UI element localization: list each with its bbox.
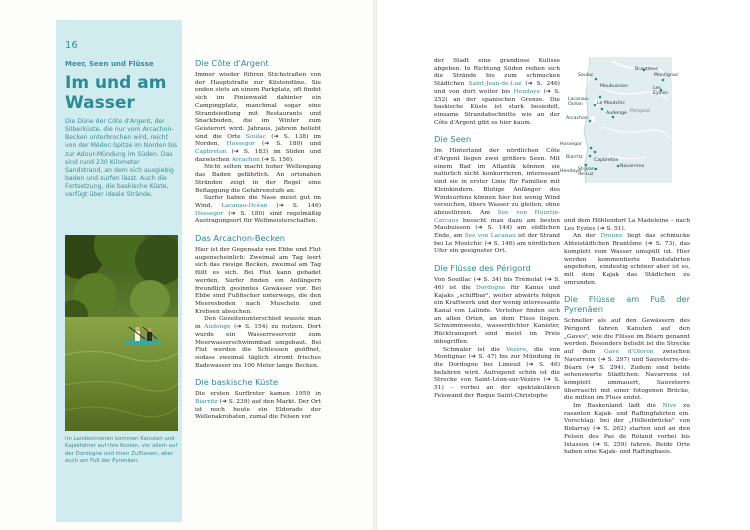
page-number: 16 <box>65 40 78 51</box>
text: (➔ S. 138) im Norden, <box>195 133 322 148</box>
paragraph <box>434 277 560 346</box>
text: Von Souillac (➔ S. 34) bis Trémolat (➔ S. 46) ist die <box>434 277 560 291</box>
place-see-hourtin: See von Hourtin-Carcans <box>434 209 560 224</box>
text: An der <box>573 233 601 240</box>
text: (➔ S. 239) auf den Markt. Der Ort ist noch heute ein Eldorado der Wellenakrobaten, zumal die Felsen vor <box>195 399 321 421</box>
text: Surfer haben die Nase meist gut im Wind. <box>195 195 321 209</box>
kayak-photo <box>65 235 178 431</box>
text: Im Baskenland lädt die <box>573 403 663 410</box>
place-capbreton: Capbreton <box>195 149 227 156</box>
headline-line-1: Im und am <box>65 73 167 93</box>
text: Die ersten Surftreter kamen 1959 in <box>195 391 321 398</box>
paragraph <box>434 148 560 256</box>
text: für Kanus und Kajaks „schiffbar", weiter abwärts folgen ein Kraftwerk und der wenig interessante Kanal von Lalinde. Verleiher finden sich an allen Orten, an dem Fluss liegen. Schwimmweste, wasserdichter Kanister, Rücktransport sind meist im Preis inbegriffen. <box>434 284 560 345</box>
paragraph <box>434 58 560 127</box>
map-label-soulac: Soulac <box>578 73 594 78</box>
photo-caption: Im Landesinneren kommen Kanuten und Kajakfahrer auf ihre Kosten, vor allem auf der Dordogne und ihren Zuflüssen, aber auch am Fuß der Pyrenäen. <box>65 436 178 464</box>
map-label-audenge: Audenge <box>606 111 627 116</box>
place-vezere: Vézère <box>506 346 527 353</box>
chapter-headline <box>65 73 177 113</box>
place-hossegor: Hossegor <box>226 141 255 148</box>
text: besucht man dazu am besten Maubuisson (➔ S. 144) am südlichen Ende, am <box>434 217 560 240</box>
map-label-montignac: Montignac <box>654 73 679 78</box>
place-st-jean-de-luz: Saint-Jean-de-Luz <box>468 81 522 88</box>
text: (➔ S. 246) und von dort weiter bis <box>434 81 560 95</box>
map-label-biarritz: Biarritz <box>566 155 583 160</box>
text: Schneller als auf den Gewässern des Périgord fahren Kanuten auf den „Gaves", wie die Flüsse im Béarn genannt werden. Besonders beliebt ist die Strecke auf dem <box>564 318 690 356</box>
map-label-hossegor: Hossegor <box>560 142 582 147</box>
heading-seen: Die Seen <box>434 134 472 145</box>
text: der Stadt eine grandiose Kulisse abgeben. In Richtung Süden reihen sich die Strände bis zum schmucken Städtchen <box>434 58 560 88</box>
text: (➔ S. 146) <box>267 202 321 209</box>
place-gave-doloron: Gave d'Oloron <box>604 349 654 356</box>
map-label-lacanau-ocean: Lacanau-Océan <box>568 97 590 108</box>
place-soulac: Soulac <box>245 133 266 140</box>
map-label-maubuisson: Maubuisson <box>600 84 628 89</box>
place-see-lacanau: See von Lacanau <box>464 233 516 240</box>
region-map <box>560 57 679 183</box>
heading-fluesse-pyrenaeen: Die Flüsse am Fuß der Pyrenäen <box>564 294 690 315</box>
paragraph <box>195 72 321 164</box>
map-label-perigord: Périgord <box>630 109 650 114</box>
paragraph <box>195 316 321 370</box>
text: , die von Montignac (➔ S. 47) bis zur Mündung in die Dordogne bei Limeuil (➔ S. 46) befahren wird. Aufregend schön ist die Strecke von Saint-Léon-sur-Vézère (➔ S. 51) – vorbei an der spektakulären Felswand der Roque Saint-Christophe <box>434 346 560 399</box>
heading-arcachon-becken: Das Arcachon-Becken <box>195 233 286 244</box>
map-label-le-moutchic: Le Moutchic <box>597 101 626 106</box>
headline-line-2: Wasser <box>65 93 135 113</box>
paragraph <box>564 403 690 457</box>
text: (➔ S. 154) zu nutzen. Dort wurde ein Wasserreservoir zum Meerwasserschwimmbad umgebaut. Bei Flut werden die Schleusen geöffnet, sodass zweimal täglich stromt frisches Badewasser ins 100 Meter lange Becken. <box>195 324 321 369</box>
heading-baskische-kueste: Die baskische Küste <box>195 377 279 388</box>
intro-text: Die Düne der Côte d'Argent, der Silberküste, die nur vom Arcachon-Becken unterbrochen wird, reicht von der Médoc-Spitze im Norden bis zur Adour-Mündung im Süden. Das sind rund 230 Kilometer Sandstrand, an dem sich ausgiebig baden und surfen lässt. Auch die Fortsetzung, die baskische Küste, verfügt über ideale Strände. <box>65 118 178 199</box>
place-dronne: Dronne <box>600 233 623 240</box>
book-gutter <box>373 0 377 530</box>
place-biarritz: Biarritz <box>195 399 218 406</box>
text-column-3 <box>564 218 690 457</box>
place-hossegor: Hossegor <box>195 210 224 217</box>
map-label-navarrenx: Navarrenx <box>620 164 645 169</box>
text: (➔ S. 183) im Süden und dazwischen <box>195 149 321 163</box>
map-label-capbreton: Capbreton <box>594 158 619 163</box>
map-label-brantome: Brantôme <box>635 67 659 72</box>
section-kicker: Meer, Seen und Flüsse <box>65 60 154 68</box>
heading-fluesse-perigord: Die Flüsse des Périgord <box>434 263 531 274</box>
place-hendaye: Hendaye <box>513 88 541 95</box>
text: (➔ S. 180) und <box>254 141 321 148</box>
paragraph <box>195 391 321 422</box>
text: liegt das schmucke Abteistädtchen Brantôme (➔ S. 73), das komplett vom Wasser umspült ist. Hier werden kommentierte Bootsfahrten angeboten, eindeutig schöner aber ist es, mit dem Kajak das Städtchen zu umrunden. <box>564 233 690 286</box>
text: Schmaler ist die <box>443 346 507 353</box>
place-arcachon: Arcachon <box>231 156 260 163</box>
text: (➔ S. 180) sind regelmäßig Austragungsort für Weltmeisterschaften. <box>195 210 321 225</box>
text: Im Hinterland der nördlichen Côte d'Argent liegen zwei größere Seen. Mit einem Bad im Atlantik können sie natürlich nicht konkurrieren, interessant sind sie in erster Linie für Familien mit Kleinkindern. Blutige Anfänger des Windsurfens können hier bei wenig Wind versuchen, übers Wasser zu gleiten, ohne abzustürzen. Am <box>434 148 560 216</box>
paragraph: Nicht selten macht hoher Wellengang das Baden gefährlich. An ortsnahen Stränden zeigt in der Regel eine Beflaggung die Gefahrenstufe an. <box>195 164 321 194</box>
paragraph: Hier ist der Gegensatz von Ebbe und Flut augenscheinlich: Zweimal am Tag leert sich das riesige Becken, zweimal am Tag füllt es sich. Bei Flut kann gebadet werden, Surfer finden ein Anfängern freundlich gesinntes Gewässer vor. Bei Ebbe sind Fußfischer unterwegs, die den Meeresboden nach Muscheln und Krebsen absuchen. <box>195 247 321 315</box>
paragraph <box>564 318 690 403</box>
text-column-1 <box>195 58 321 422</box>
text: ist der Strand bei Le Moutchic (➔ S. 146) am nördlichen Ufer ein geeigneter Ort. <box>434 233 560 255</box>
map-label-hendaye: Hendaye <box>560 169 581 174</box>
map-label-st-jean-de-luz: St-Jean-de-Luz <box>578 167 597 178</box>
text: Immer wieder führen Stichstraßen von der Hauptstraße zur Küstendüne. Sie enden stets an einem Parkplatz, oft findet sich im Pinienwald dahinter ein Campingplatz, manchmal sogar eine Strandsiedlung mit Restaurants und Snackbuden, die im Winter zum Geisterort wird. Jahraus, jahrein beliebt sind die Orte <box>195 72 321 140</box>
map-label-arcachon: Arcachon <box>566 116 588 121</box>
place-dordogne: Dordogne <box>476 284 506 291</box>
paragraph <box>564 233 690 287</box>
paragraph <box>195 195 321 226</box>
text: (➔ S. 252) an der spanischen Grenze. Die baskische Küste ist stark besiedelt, einsame Strandabschnitte wie an der Côte d'Argent gibt es hier kaum. <box>434 88 560 126</box>
kayak-photo-image <box>65 235 178 431</box>
text: zwischen Navarrenx (➔ S. 297) und Sauveterre-de-Béarn (➔ S. 294). Zudem sind beide sehenswerte Städtchen: Navarrenx ist komplett ummauert, Sauveterre überrascht mit einer fotogenen Brücke, die mitten im Fluss endet. <box>564 349 690 402</box>
map-label-les-eyzies: Les Eyzies <box>653 86 668 97</box>
paragraph <box>434 347 560 401</box>
text: (➔ S. 156). <box>259 156 294 163</box>
paragraph: und dem Höhlendorf La Madeleine – nach Les Eyzies (➔ S. 51). <box>564 218 690 232</box>
text: Den Gezeitenunterschied wusste man in <box>195 316 321 331</box>
place-nive: Nive <box>662 403 677 410</box>
place-lacanau-ocean: Lacanau-Océan <box>221 202 268 209</box>
text: zu rasanten Kajak- und Raftingfahrten ein. Vorschlag: bei der „Höllenbrücke" von Bidarray (➔ S. 262) starten und an den Felsen des Pas de Roland vorbei bis Ixtassou (➔ S. 259) fahren. Beide Orte haben eine Kajak- und Raftingbasis. <box>564 403 690 456</box>
text-column-2 <box>434 58 560 400</box>
heading-cote-dargent: Die Côte d'Argent <box>195 58 269 68</box>
place-audenge: Audenge <box>204 324 231 331</box>
